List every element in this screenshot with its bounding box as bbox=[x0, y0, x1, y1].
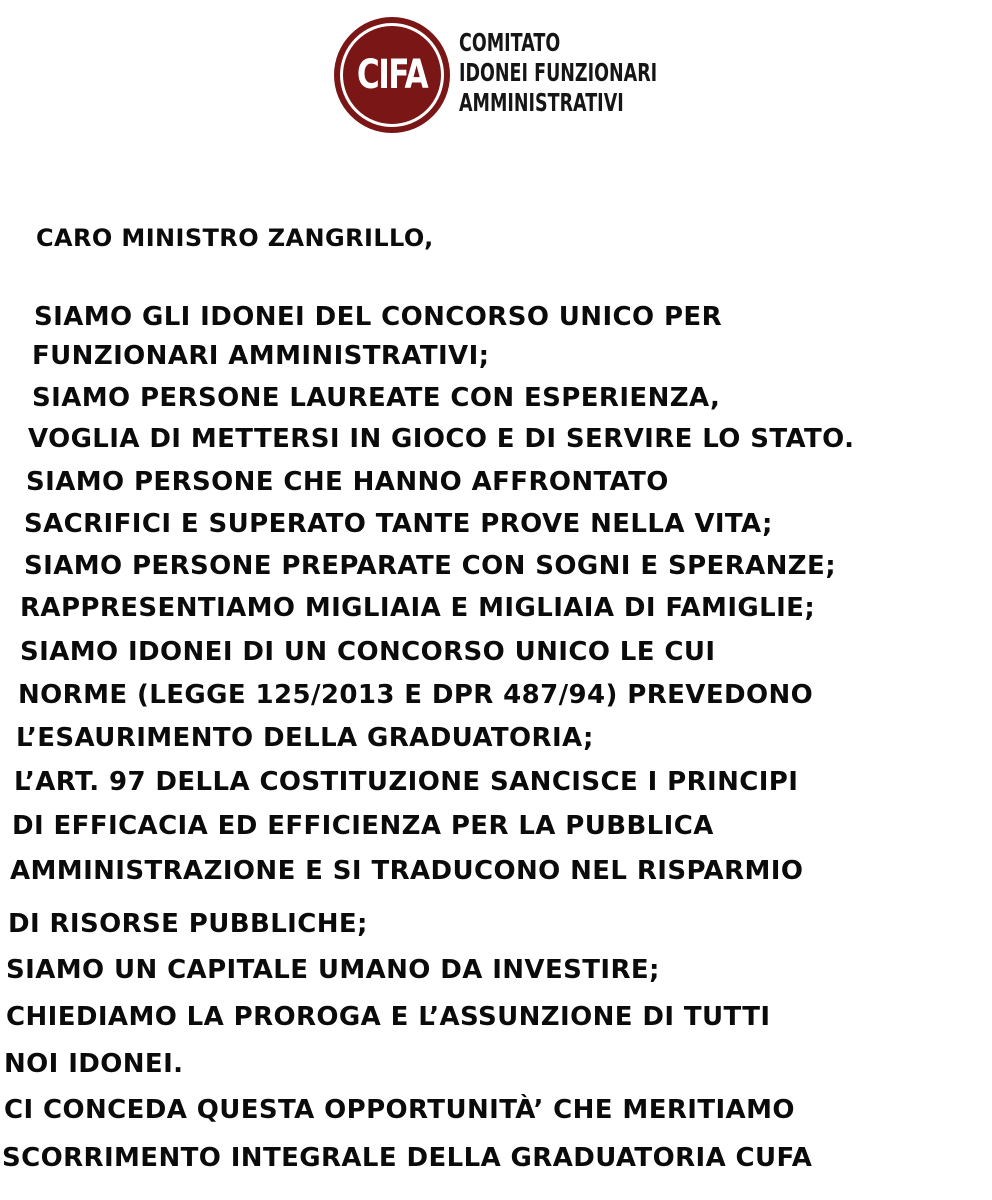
letter-line: SIAMO PERSONE PREPARATE CON SOGNI E SPERANZE; bbox=[24, 551, 837, 581]
letter-line: RAPPRESENTIAMO MIGLIAIA E MIGLIAIA DI FAMIGLIE; bbox=[20, 593, 816, 623]
letter-line: VOGLIA DI METTERSI IN GIOCO E DI SERVIRE LO STATO. bbox=[28, 424, 855, 454]
letter-line: NOI IDONEI. bbox=[4, 1049, 184, 1079]
letter-line: SIAMO GLI IDONEI DEL CONCORSO UNICO PER bbox=[34, 302, 722, 332]
letter-greeting: CARO MINISTRO ZANGRILLO, bbox=[36, 224, 434, 252]
letter-line: SIAMO IDONEI DI UN CONCORSO UNICO LE CUI bbox=[20, 637, 716, 667]
letter-line: L’ART. 97 DELLA COSTITUZIONE SANCISCE I PRINCIPI bbox=[14, 767, 799, 797]
letter-line: DI RISORSE PUBBLICHE; bbox=[8, 909, 368, 939]
logo-organization-name bbox=[459, 28, 657, 118]
logo-name-line: AMMINISTRATIVI bbox=[459, 88, 624, 117]
letter-line: AMMINISTRAZIONE E SI TRADUCONO NEL RISPARMIO bbox=[10, 856, 804, 886]
logo-name-line: IDONEI FUNZIONARI bbox=[459, 58, 658, 87]
letter-line: NORME (LEGGE 125/2013 E DPR 487/94) PREVEDONO bbox=[18, 680, 814, 710]
letter-line: SIAMO UN CAPITALE UMANO DA INVESTIRE; bbox=[6, 955, 660, 985]
logo-emblem bbox=[334, 17, 450, 133]
letter-line: SIAMO PERSONE CHE HANNO AFFRONTATO bbox=[26, 467, 669, 497]
letter-line: CHIEDIAMO LA PROROGA E L’ASSUNZIONE DI TUTTI bbox=[6, 1002, 771, 1032]
letter-line: FUNZIONARI AMMINISTRATIVI; bbox=[32, 341, 490, 371]
letter-line: SCORRIMENTO INTEGRALE DELLA GRADUATORIA CUFA bbox=[2, 1143, 813, 1173]
logo-name-line: COMITATO bbox=[459, 28, 561, 57]
letter-line: DI EFFICACIA ED EFFICIENZA PER LA PUBBLICA bbox=[12, 811, 714, 841]
letter-line: L’ESAURIMENTO DELLA GRADUATORIA; bbox=[16, 723, 594, 753]
letter-line: SACRIFICI E SUPERATO TANTE PROVE NELLA VITA; bbox=[24, 509, 773, 539]
logo-abbreviation: CIFA bbox=[356, 52, 428, 98]
letter-line: SIAMO PERSONE LAUREATE CON ESPERIENZA, bbox=[32, 383, 721, 413]
letter-line: CI CONCEDA QUESTA OPPORTUNITÀ’ CHE MERITIAMO bbox=[4, 1095, 795, 1125]
